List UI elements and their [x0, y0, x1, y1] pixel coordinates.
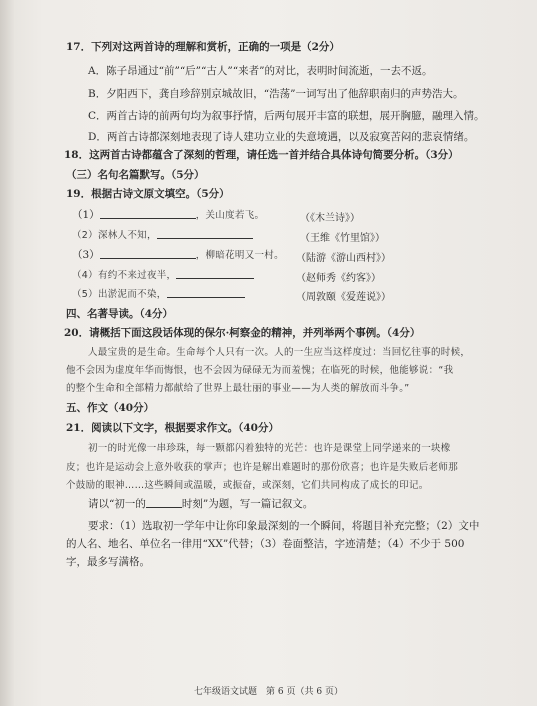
q19-item-1: [72, 208, 264, 223]
q21-requirement-2: 的人名、地名、单位名一律用“XX”代替；（3）卷面整洁，字迹清楚；（4）不少于 500: [66, 538, 465, 550]
q19-item-2-text: （2）深林人不知，: [72, 230, 157, 241]
section-5-heading: 五、作文（40分）: [66, 402, 155, 414]
q21-stem: 21．阅读以下文字，根据要求作文。（40分）: [66, 422, 279, 434]
q17-option-a: A．陈子昂通过“前”“后”“古人”“来者”的对比，表明时间流逝，一去不返。: [88, 65, 433, 77]
q19-blank-5[interactable]: [167, 287, 245, 298]
q21-requirement-1: 要求：（1）选取初一学年中让你印象最深刻的一个瞬间，将题目补充完整；（2）文中: [88, 520, 480, 532]
q19-item-3-num: （3）: [72, 249, 100, 261]
q21-task-prefix: 请以“初一的: [88, 498, 146, 510]
q19-blank-4[interactable]: [176, 268, 254, 279]
page-footer: 七年级语文试题 第 6 页（共 6 页）: [194, 687, 343, 697]
q19-item-4-text: （4）有约不来过夜半，: [72, 270, 177, 281]
q19-source-2: （王维《竹里馆》）: [300, 233, 385, 244]
q19-item-4: [72, 268, 254, 283]
q19-blank-3[interactable]: [100, 248, 196, 259]
q21-passage-2: 皮；也许是运动会上意外收获的掌声；也许是解出难题时的那份欣喜；也许是失败后老师那: [66, 462, 459, 473]
q19-source-1: （《木兰诗》）: [300, 213, 360, 224]
q19-item-3: [72, 248, 284, 263]
q21-task-suffix: 时刻”为题，写一篇记叙文。: [181, 498, 314, 510]
q21-title-blank[interactable]: [146, 497, 182, 508]
q19-stem: 19．根据古诗文原文填空。（5分）: [66, 188, 230, 200]
q19-item-5: [72, 287, 245, 302]
q20-passage-3: 的整个生命和全部精力都献给了世界上最壮丽的事业——为人类的解放而斗争。”: [66, 383, 410, 394]
q19-item-1-text: ，关山度若飞。: [195, 210, 265, 221]
q17-option-c: C．两首古诗的前两句均为叙事抒情，后两句展开丰富的联想，展开胸臆，融理入情。: [88, 110, 485, 122]
section-3-heading: （三）名句名篇默写。（5分）: [66, 169, 205, 181]
q19-item-3-text: ，柳暗花明又一村。: [195, 250, 284, 261]
q18-stem: 18．这两首古诗都蕴含了深刻的哲理，请任选一首并结合具体诗句简要分析。（3分）: [64, 149, 459, 161]
q19-blank-1[interactable]: [100, 208, 196, 219]
q20-stem: 20．请概括下面这段话体现的保尔·柯察金的精神，并列举两个事例。（4分）: [64, 327, 421, 339]
binding-edge: [0, 0, 14, 706]
q19-item-1-num: （1）: [72, 209, 100, 221]
q19-item-5-text: （5）出淤泥而不染，: [72, 289, 167, 300]
q19-source-5: （周敦颐《爱莲说》）: [296, 292, 391, 303]
q17-option-b: B．夕阳西下，龚自珍辞别京城故旧，“浩荡”一词写出了他辞职南归的声势浩大。: [88, 88, 464, 100]
q20-passage-1: 人最宝贵的是生命。生命每个人只有一次。人的一生应当这样度过：当回忆往事的时候，: [88, 347, 471, 358]
q17-stem: 17．下列对这两首诗的理解和赏析，正确的一项是（2分）: [66, 41, 340, 53]
q21-passage-3: 个鼓励的眼神……这些瞬间或温暖，或振奋，或深刻，它们共同构成了成长的印记。: [66, 480, 429, 491]
q19-blank-2[interactable]: [157, 228, 253, 239]
q19-source-3: （陆游《游山西村》）: [296, 253, 391, 264]
section-4-heading: 四、名著导读。（4分）: [66, 308, 174, 320]
q21-passage-1: 初一的时光像一串珍珠，每一颗都闪着独特的光芒：也许是课堂上同学递来的一块橡: [88, 443, 451, 454]
q21-task: [88, 497, 313, 511]
q19-source-4: （赵师秀《约客》）: [296, 273, 381, 284]
q20-passage-2: 他不会因为虚度年华而悔恨，也不会因为碌碌无为而羞愧；在临死的时候，他能够说：“我: [66, 365, 454, 376]
q21-requirement-3: 字，最多写满格。: [66, 556, 150, 568]
q17-option-d: D．两首古诗都深刻地表现了诗人建功立业的失意境遇，以及寂寞苦闷的悲哀情绪。: [88, 131, 475, 143]
q19-item-2: [72, 228, 253, 243]
